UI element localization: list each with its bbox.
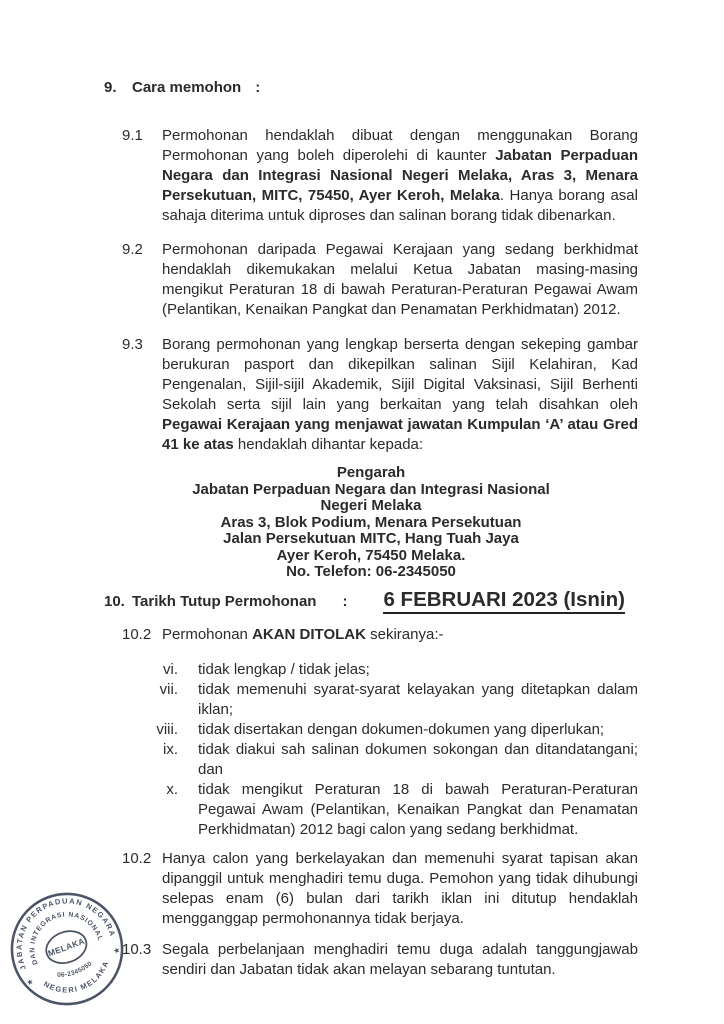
clause-10-2 [104,849,638,929]
rejection-reason-item [104,720,638,740]
rejection-intro-text-part: Permohonan [162,625,253,643]
stamp-inner-text: DAN INTEGRASI NASIONAL [29,911,104,966]
closing-date-value: 6 FEBRUARI 2023 (Isnin) [383,588,625,614]
clause-9-3 [104,335,638,455]
clause-10-3 [104,940,638,980]
rejection-reason-numeral: viii. [156,720,178,738]
clause-10-2-text: Hanya calon yang berkelayakan dan memenuhi syarat tapisan akan dipanggil untuk menghadiri temu duga. Pemohon yang tidak dihubungi selepas enam (6) bulan dari tarikh iklan ini ditutup hendaklah mengganggap permohonannya tidak berjaya. [162,849,638,927]
rejection-intro-text [162,625,443,645]
clause-9-3-text-part: hendaklah dihantar kepada: [233,436,424,453]
rejection-reason-item [104,780,638,840]
clause-9-3-number: 9.3 [122,336,143,353]
rejection-reason-numeral: x. [166,780,178,798]
address-line: No. Telefon: 06-2345050 [286,563,456,580]
clause-9-2-text: Permohonan daripada Pegawai Kerajaan yang sedang berkhidmat hendaklah dikemukakan melalui Ketua Jabatan masing-masing mengikut Peraturan 18 di bawah Peraturan-Peraturan Pegawai Awam (Pelantikan, Kenaikan Pangkat dan Penamatan Perkhidmatan) 2012. [162,241,638,318]
clause-9-1 [104,126,638,226]
rejection-reason-text: tidak mengikut Peraturan 18 di bawah Peraturan-Peraturan Pegawai Awam (Pelantikan, Kenaikan Pangkat dan Penamatan Perkhidmatan) 2012 bagi calon yang sedang berkhidmat. [198,780,638,838]
section-10-colon: : [342,592,348,610]
clause-9-3-bold-part: Pegawai Kerajaan yang menjawat jawatan Kumpulan ‘A’ atau Gred 41 ke atas [162,416,638,453]
section-10-number: 10. [104,592,125,610]
address-line: Jabatan Perpaduan Negara dan Integrasi Nasional [192,480,550,498]
clause-9-3-text [162,335,638,455]
section-9-heading [104,78,638,98]
address-line: Ayer Keroh, 75450 Melaka. [276,546,466,564]
rejection-intro-number: 10.2 [122,625,152,643]
rejection-reason-item [104,680,638,720]
rejection-intro [104,625,638,645]
address-line: Negeri Melaka [320,497,422,514]
address-block [104,465,638,581]
stamp-bottom-text: NEGERI MELAKA [42,959,111,995]
clause-9-3-text-part: Borang permohonan yang lengkap berserta dengan sekeping gambar berukuran pasport dan dikepilkan salinan Sijil Kelahiran, Kad Pengenalan, Sijil-sijil Akademik, Sijil Digital Vaksinasi, Sijil Berhenti Sekolah serta sijil lain yang berkaitan yang telah disahkan oleh [162,336,638,413]
stamp-center-text: MELAKA [46,935,87,959]
address-line: Aras 3, Blok Podium, Menara Persekutuan [220,513,522,531]
stamp-star-left-icon: ★ [26,978,35,988]
rejection-reason-text: tidak lengkap / tidak jelas; [198,660,370,678]
rejection-reason-item [104,740,638,780]
rejection-intro-text-part: sekiranya:- [365,625,444,643]
clause-9-1-number: 9.1 [122,127,143,144]
rejection-reason-numeral: ix. [163,740,178,758]
clause-10-2-number: 10.2 [122,849,152,867]
rejection-intro-bold-part: AKAN DITOLAK [252,625,366,643]
clause-10-3-text: Segala perbelanjaan menghadiri temu duga adalah tanggungjawab sendiri dan Jabatan tidak akan melayan sebarang tuntutan. [162,940,638,978]
clause-9-2 [104,240,638,320]
clause-9-1-text-part: . Hanya borang asal sahaja diterima untuk diproses dan salinan borang tidak dibenarkan. [162,187,638,224]
section-9-number: 9. [104,79,117,96]
stamp-phone-text: 06-2345050 [57,960,94,979]
stamp-outer-text: JABATAN PERPADUAN NEGARA [14,896,118,972]
stamp-star-right-icon: ★ [112,946,122,956]
document-content [104,0,638,980]
section-9-colon: : [255,79,261,96]
rejection-reason-item [104,660,638,680]
rejection-reason-numeral: vi. [163,660,178,678]
section-9-title: Cara memohon [132,79,242,96]
clause-9-1-bold-part: Jabatan Perpaduan Negara dan Integrasi Nasional Negeri Melaka, Aras 3, Menara Persekutuan, MITC, 75450, Ayer Keroh, Melaka [162,147,638,204]
section-10-heading [104,587,638,614]
rejection-reason-text: tidak diakui sah salinan dokumen sokongan dan ditandatangani; dan [198,740,638,778]
address-line: Pengarah [336,464,406,481]
rejection-reason-text: tidak disertakan dengan dokumen-dokumen yang diperlukan; [198,720,605,738]
clause-9-2-number: 9.2 [122,241,143,258]
rejection-reason-numeral: vii. [159,680,178,698]
section-10-title: Tarikh Tutup Permohonan [132,592,317,610]
clause-9-1-text-part: Permohonan hendaklah dibuat dengan menggunakan Borang Permohonan yang boleh diperolehi di kaunter [162,127,638,164]
rejection-reason-text: tidak memenuhi syarat-syarat kelayakan yang ditetapkan dalam iklan; [198,680,638,718]
clause-10-3-number: 10.3 [122,940,152,958]
address-line: Jalan Persekutuan MITC, Hang Tuah Jaya [223,530,519,547]
clause-9-1-text [162,126,638,226]
rejection-reason-list [104,660,638,840]
